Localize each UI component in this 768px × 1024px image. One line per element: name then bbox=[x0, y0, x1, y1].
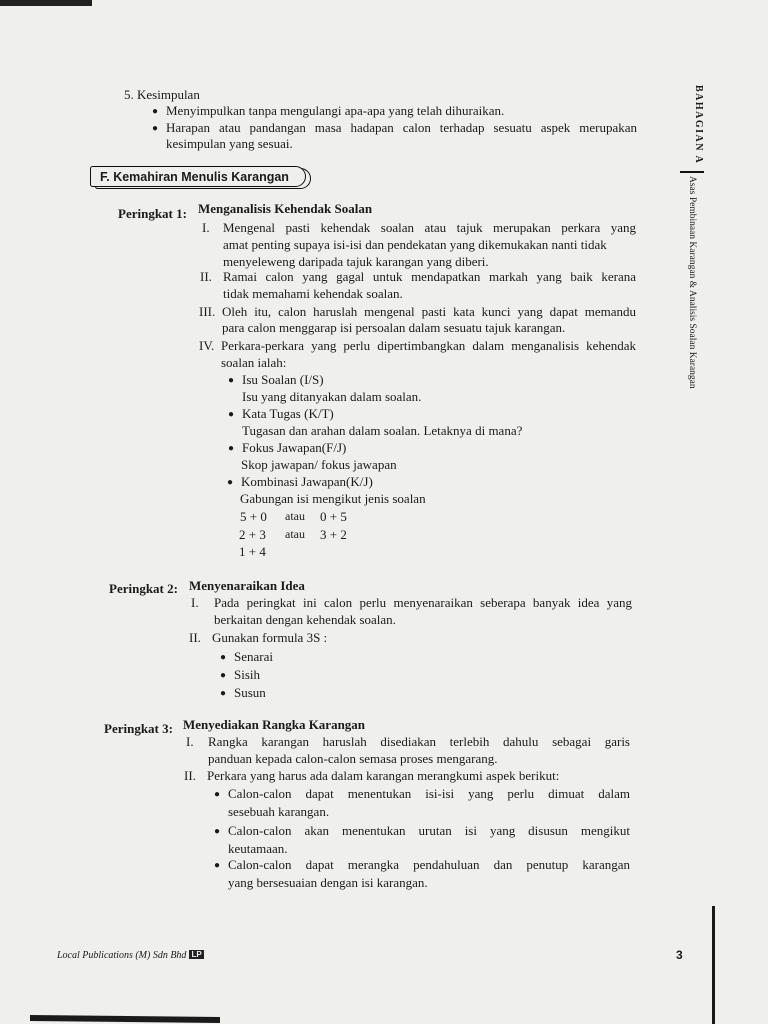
peringkat-3-title: Menyediakan Rangka Karangan bbox=[183, 717, 366, 732]
peringkat-2-label: Peringkat 2: bbox=[109, 581, 178, 596]
p2-i-num: I. bbox=[191, 595, 199, 610]
p1-ii-line-1: Ramai calon yang gagal untuk mendapatkan markah yang baik kerana bbox=[223, 269, 636, 284]
p1-iv-line-2: soalan ialah: bbox=[221, 355, 287, 370]
p1-iii-line-2: para calon menggarap isi persoalan dalam sesuatu tajuk karangan. bbox=[222, 320, 566, 335]
p1-iii-num: III. bbox=[199, 304, 216, 319]
p3-bullet-1-cont: sesebuah karangan. bbox=[228, 804, 330, 819]
p1-kombinasi-desc: Gabungan isi mengikut jenis soalan bbox=[240, 491, 426, 506]
p3-i-line-1: Rangka karangan haruslah disediakan terlebih dahulu sebagai garis bbox=[208, 734, 630, 749]
p2-i-line-2: berkaitan dengan kehendak soalan. bbox=[214, 612, 396, 627]
p1-iv-line-1: Perkara-perkara yang perlu dipertimbangkan dalam menganalisis kehendak bbox=[221, 338, 636, 353]
p3-bullet-1: ● Calon-calon dapat menentukan isi-isi yang perlu dimuat dalam bbox=[214, 786, 630, 801]
peringkat-2-title: Menyenaraikan Idea bbox=[189, 578, 305, 593]
p3-bullet-3-cont: yang bersesuaian dengan isi karangan. bbox=[228, 875, 428, 890]
p1-kata-desc: Tugasan dan arahan dalam soalan. Letaknya di mana? bbox=[242, 423, 523, 438]
p1-i-line-3: menyeleweng daripada tajuk karangan yang diberi. bbox=[223, 254, 489, 269]
p2-bullet-susun: ● Susun bbox=[220, 685, 266, 700]
side-chapter-title: Asas Pembinaan Karangan & Analisis Soalan Karangan bbox=[687, 176, 697, 389]
p2-bullet-sisih: ● Sisih bbox=[220, 667, 261, 682]
p2-i-line-1: Pada peringkat ini calon perlu menyenaraikan seberapa banyak idea yang bbox=[214, 595, 632, 610]
side-divider bbox=[680, 171, 704, 173]
peringkat-1-label: Peringkat 1: bbox=[118, 206, 187, 221]
p1-i-num: I. bbox=[202, 220, 210, 235]
bottom-edge-bar bbox=[30, 1015, 220, 1023]
p1-ii-line-2: tidak memahami kehendak soalan. bbox=[223, 286, 403, 301]
p3-ii-line-1: Perkara yang harus ada dalam karangan merangkumi aspek berikut: bbox=[207, 768, 560, 783]
combo-2-atau: atau bbox=[285, 527, 305, 541]
publisher-logo: LP bbox=[191, 950, 202, 959]
p3-bullet-3: ● Calon-calon dapat merangka pendahuluan dan penutup karangan bbox=[214, 857, 630, 872]
p3-bullet-2: ● Calon-calon akan menentukan urutan isi yang disusun mengikut bbox=[214, 823, 630, 838]
p1-bullet-fokus: ● Fokus Jawapan(F/J) bbox=[228, 440, 347, 455]
top-edge-bar bbox=[0, 0, 92, 6]
p1-bullet-kombinasi: ● Kombinasi Jawapan(K/J) bbox=[227, 474, 373, 489]
p1-bullet-kata: ● Kata Tugas (K/T) bbox=[228, 406, 334, 421]
p2-bullet-senarai: ● Senarai bbox=[220, 649, 273, 664]
combo-2-a: 2 + 3 bbox=[239, 527, 266, 542]
p1-iv-num: IV. bbox=[199, 338, 215, 353]
publisher-footer: Local Publications (M) Sdn Bhd LP bbox=[57, 950, 202, 961]
kesimpulan-heading: 5. Kesimpulan bbox=[124, 87, 200, 102]
combo-2-b: 3 + 2 bbox=[320, 527, 347, 542]
p1-iii-line-1: Oleh itu, calon haruslah mengenal pasti kata kunci yang dapat memandu bbox=[222, 304, 636, 319]
right-edge-line bbox=[712, 906, 715, 1024]
combo-3-a: 1 + 4 bbox=[239, 544, 266, 559]
kesimpulan-bullet-2: ● Harapan atau pandangan masa hadapan calon terhadap sesuatu aspek merupakan bbox=[152, 120, 637, 135]
p3-bullet-2-cont: keutamaan. bbox=[228, 841, 288, 856]
p2-ii-line-1: Gunakan formula 3S : bbox=[212, 630, 328, 645]
p3-i-num: I. bbox=[186, 734, 194, 749]
p1-ii-num: II. bbox=[200, 269, 212, 284]
kesimpulan-bullet-2-cont: kesimpulan yang sesuai. bbox=[166, 136, 293, 151]
p2-ii-num: II. bbox=[189, 630, 201, 645]
p1-isu-desc: Isu yang ditanyakan dalam soalan. bbox=[242, 389, 422, 404]
p3-ii-num: II. bbox=[184, 768, 196, 783]
p1-i-line-1: Mengenal pasti kehendak soalan atau tajuk merupakan perkara yang bbox=[223, 220, 636, 235]
p1-i-line-2: amat penting supaya isi-isi dan pendekatan yang dikemukakan nanti tidak bbox=[223, 237, 607, 252]
page-number: 3 bbox=[676, 948, 683, 962]
side-section-label: BAHAGIAN A bbox=[693, 85, 704, 165]
combo-1-a: 5 + 0 bbox=[240, 509, 267, 524]
p1-fokus-desc: Skop jawapan/ fokus jawapan bbox=[241, 457, 397, 472]
kesimpulan-bullet-1: ● Menyimpulkan tanpa mengulangi apa-apa yang telah dihuraikan. bbox=[152, 103, 505, 118]
peringkat-1-title: Menganalisis Kehendak Soalan bbox=[198, 201, 373, 216]
peringkat-3-label: Peringkat 3: bbox=[104, 721, 173, 736]
p3-i-line-2: panduan kepada calon-calon semasa proses mengarang. bbox=[208, 751, 498, 766]
p1-bullet-isu: ● Isu Soalan (I/S) bbox=[228, 372, 324, 387]
section-title: F. Kemahiran Menulis Karangan bbox=[90, 166, 306, 187]
combo-1-atau: atau bbox=[285, 509, 305, 523]
combo-1-b: 0 + 5 bbox=[320, 509, 347, 524]
